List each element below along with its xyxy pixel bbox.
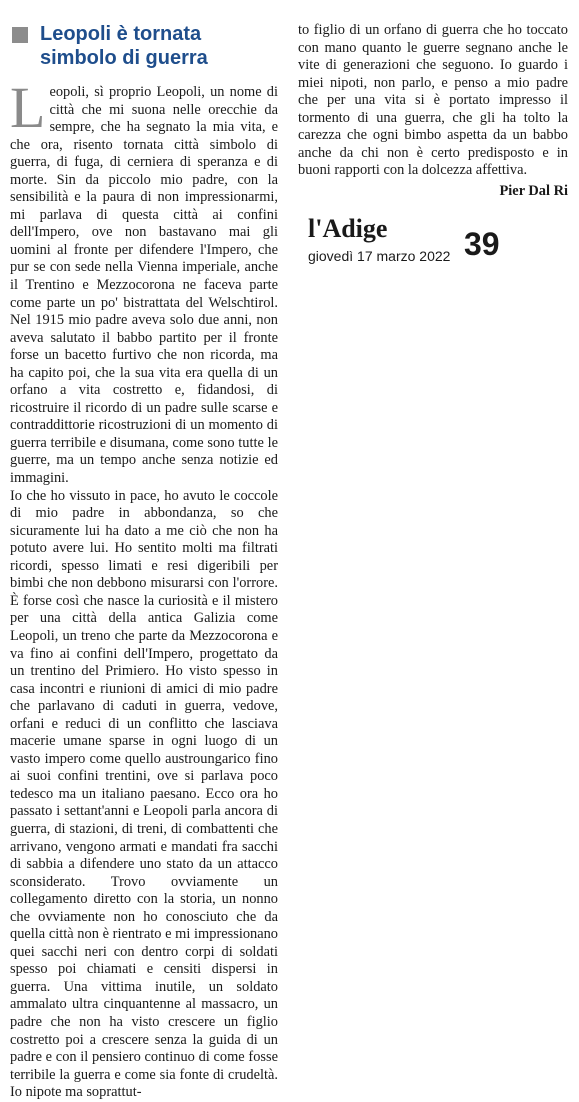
article-body-right: [298, 22, 568, 180]
paragraph-3: to figlio di un orfano di guerra che ho toccato con mano quanto le guerre segnano anche le vite di generazioni che seguono. Io guardo i miei nipoti, non parlo, e penso a mio padre che per una vita si è portato impresso il tormento di una guerra, che gli ha tolto la carezza che ogni bimbo aspetta da un babbo anche da chi non è certo predisposto e in buoni rapporti con la dolcezza affettiva.: [298, 22, 568, 179]
headline-square-icon: [12, 27, 28, 43]
dropcap: L: [10, 75, 46, 140]
publication-date: giovedì 17 marzo 2022: [308, 247, 451, 264]
author-signature: Pier Dal Ri: [499, 182, 568, 199]
article-body-left: [10, 75, 278, 1102]
headline-line-2: simbolo di guerra: [40, 47, 208, 69]
headline-line-1: Leopoli è tornata: [40, 23, 202, 45]
paragraph-2: Io che ho vissuto in pace, ho avuto le coccole di mio padre in abbondanza, so che sicuramente lui ha dato a me ciò che non ha potuto avere lui. Ho sentito molti ma filtrati ricordi, spesso limati e resi digeribili per bimbi che non debbono misurarsi con l'orrore. È forse così che nasce la curiosità e il mistero per una città della antica Galizia come Leopoli, un treno che parte da Mezzocorona e va fino ai confini dell'Impero, progettato da un trentino del Primiero. Ho visto spesso in casa incontri e riunioni di amici di mio padre che parlavano di caduti in guerra, vedove, orfani e reduci di un conflitto che lasciava macerie umane sparse in ogni luogo di un vasto impero come quello austroungarico fino ai suoi confini trentini, ove si parlava poco tedesco ma un italiano paesano. Ecco ora ho passato i settant'anni e Leopoli parla ancora di guerra, di stazioni, di treni, di combattenti che arrivano, vengono armati e mandati fra sacchi di sabbia a difendere uno stato da un attacco sconsiderato. Trovo ovviamente un collegamento diretto con la storia, un nonno che ovviamente non ho conosciuto che da quella città non è rientrato e mi impressionano quei sacchi neri con dentro corpi di soldati spesso poi chiamati e censiti dispersi in guerra. Una vittima inutile, un soldato ammalato ultra cinquantenne al massacro, un padre che non ha visto crescere un figlio costretto poi a crescere senza la guida di un padre e con il pensiero continuo di come fosse terribile la guerra e come sia fonte di crudeltà. Io nipote ma soprattut-: [10, 487, 278, 1101]
paragraph-1-text: eopoli, sì proprio Leopoli, un nome di città che mi suona nelle orecchie da sempre, che ha segnato la mia vita, e che ora, risento tornata città simbolo di guerra, di fuga, di cerniera di speranza e di morte. Sin da piccolo mio padre, con la sensibilità e la paura di non impressionarmi, mi parlava di questa città ai confini dell'Impero, ove non bastavano mai gli uomini al fronte per difendere l'Impero, che pur se con sede nella Vienna imperiale, anche il Trentino e Mezzocorona ne faceva parte come parte un po' bistrattata del Welschtirol. Nel 1915 mio padre aveva solo due anni, non aveva salutato il babbo partito per il fronte forse un bacetto furtivo che non ricorda, ma ha capito poi, che la sua vita era quella di un orfano a vita costretto e, fidandosi, di ricostruire il ricordo di un padre sulle scarse e contraddittorie ricostruzioni di un momento di guerra terribile e disumana, come sono tutte le guerre, ma un tempo anche senza notizie ed immagini.: [10, 84, 278, 487]
page-number: 39: [464, 225, 500, 262]
newspaper-logo: l'Adige: [308, 213, 388, 243]
left-column: [10, 22, 278, 1102]
article-headline: [10, 22, 278, 70]
paragraph-1: [10, 75, 278, 488]
right-column: [298, 22, 568, 274]
page-footer: [298, 214, 568, 274]
